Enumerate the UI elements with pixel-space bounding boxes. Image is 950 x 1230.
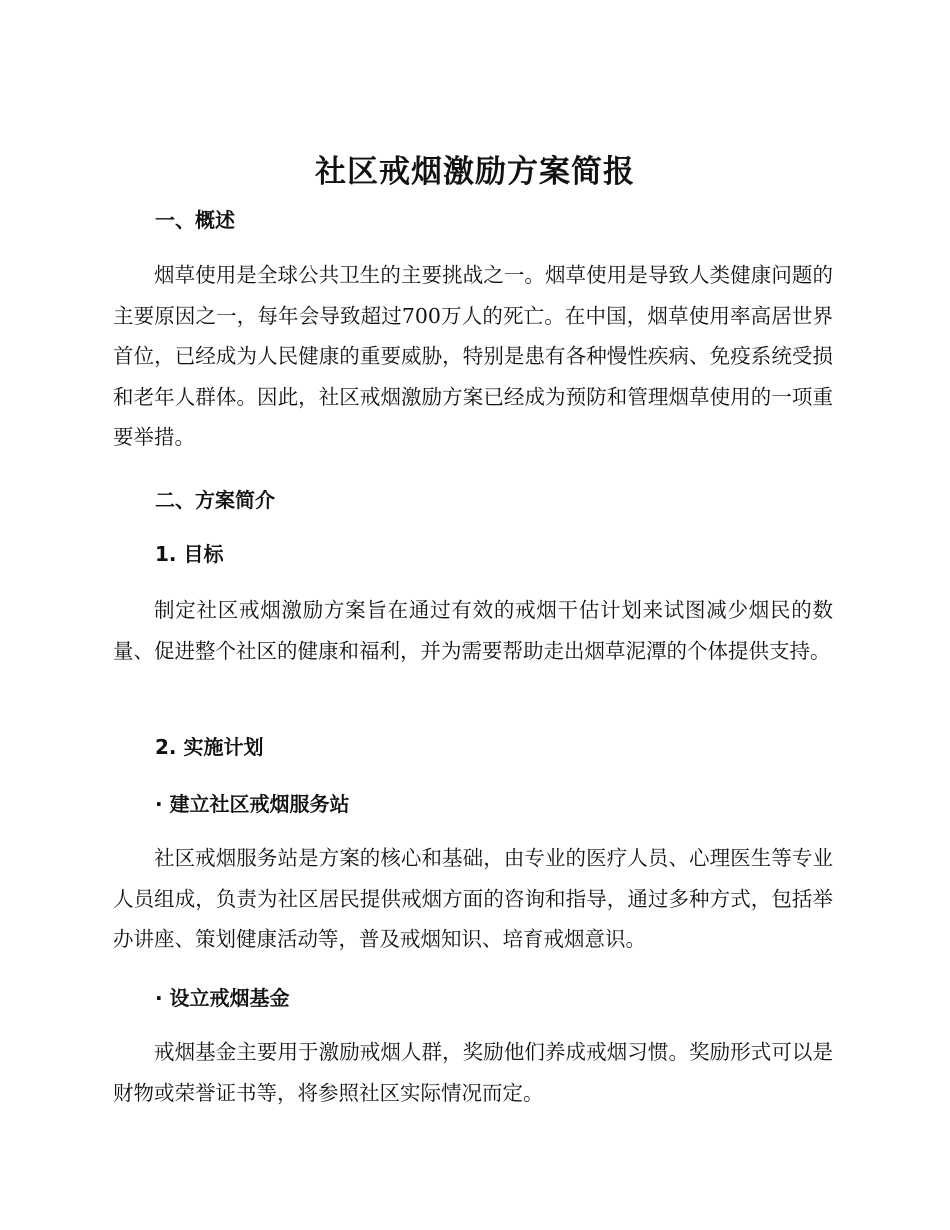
paragraph-overview: 烟草使用是全球公共卫生的主要挑战之一。烟草使用是导致人类健康问题的主要原因之一，每年会导致超过700万人的死亡。在中国，烟草使用率高居世界首位，已经成为人民健康的重要威胁，特别是患有各种慢性疾病、免疫系统受损和老年人群体。因此，社区戒烟激励方案已经成为预防和管理烟草使用的一项重要举措。 xyxy=(113,263,833,449)
bullet-heading-service-station: · 建立社区戒烟服务站 xyxy=(155,792,350,816)
paragraph-goal: 制定社区戒烟激励方案旨在通过有效的戒烟干估计划来试图减少烟民的数量、促进整个社区的健康和福利，并为需要帮助走出烟草泥潭的个体提供支持。 xyxy=(113,598,833,663)
subheading-implementation-plan: 2. 实施计划 xyxy=(155,735,264,759)
section-heading-overview: 一、概述 xyxy=(155,208,235,232)
document-title: 社区戒烟激励方案简报 xyxy=(315,154,635,190)
bullet-heading-fund: · 设立戒烟基金 xyxy=(155,986,290,1010)
paragraph-fund: 戒烟基金主要用于激励戒烟人群，奖励他们养成戒烟习惯。奖励形式可以是财物或荣誉证书等，将参照社区实际情况而定。 xyxy=(113,1040,833,1105)
paragraph-service-station: 社区戒烟服务站是方案的核心和基础，由专业的医疗人员、心理医生等专业人员组成，负责为社区居民提供戒烟方面的咨询和指导，通过多种方式，包括举办讲座、策划健康活动等，普及戒烟知识、培育戒烟意识。 xyxy=(113,846,833,951)
subheading-goal: 1. 目标 xyxy=(155,542,224,566)
section-heading-program-intro: 二、方案简介 xyxy=(155,488,275,512)
